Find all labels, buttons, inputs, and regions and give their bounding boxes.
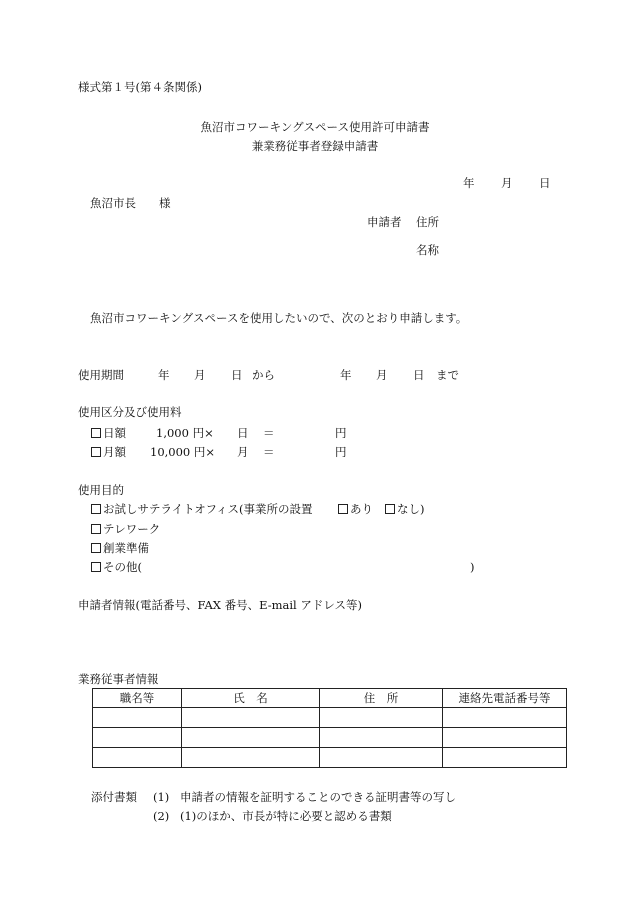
table-cell[interactable] [93,728,182,748]
daily-unit: 日 [237,426,249,440]
attachment-1-number: (1) [153,790,170,804]
attachment-2-text: (1)のほか、市長が特に必要と認める書類 [180,809,392,823]
checkbox-icon [91,543,101,553]
applicant-name-label: 名称 [416,243,439,257]
table-cell[interactable] [182,748,320,768]
attachments-label: 添付書類 [91,790,137,804]
purpose-other-checkbox[interactable] [91,562,142,574]
purpose-other-label: その他( [103,560,142,574]
column-header: 氏 名 [182,689,320,708]
period-from: から [252,368,275,382]
column-header: 住 所 [320,689,443,708]
table-cell[interactable] [320,708,443,728]
date-year: 年 [463,176,475,190]
period-label: 使用期間 [78,368,124,382]
purpose-yes-checkbox[interactable] [338,504,373,516]
monthly-unit: 月 [237,445,249,459]
purpose-trial-label: お試しサテライトオフィス(事業所の設置 [103,502,313,516]
table-cell[interactable] [182,708,320,728]
attachment-2-number: (2) [153,809,170,823]
period-to-month: 月 [376,368,388,382]
applicant-address-label: 住所 [416,215,439,229]
period-to-day: 日 [413,368,425,382]
period-to-year: 年 [340,368,352,382]
purpose-trial-checkbox[interactable] [91,504,313,516]
monthly-label: 月額 [103,445,126,459]
purpose-other-close: ) [470,560,475,574]
purpose-yes-label: あり [350,502,373,516]
daily-label: 日額 [103,426,126,440]
table-cell[interactable] [93,748,182,768]
purpose-startup-checkbox[interactable] [91,543,149,555]
period-until: まで [436,368,459,382]
checkbox-icon [91,447,101,457]
document-subtitle: 兼業務従事者登録申請書 [251,139,379,153]
period-from-day: 日 [231,368,243,382]
staff-heading: 業務従事者情報 [78,672,159,686]
daily-equals: ＝ [263,426,275,440]
checkbox-icon [385,504,395,514]
table-cell[interactable] [320,748,443,768]
checkbox-icon [91,524,101,534]
purpose-no-checkbox[interactable] [385,504,425,516]
purpose-telework-checkbox[interactable] [91,524,160,536]
purpose-startup-label: 創業準備 [103,541,149,555]
monthly-equals: ＝ [263,445,275,459]
checkbox-icon [91,562,101,572]
monthly-checkbox[interactable] [91,447,126,459]
column-header: 職名等 [93,689,182,708]
table-cell[interactable] [443,708,567,728]
purpose-telework-label: テレワーク [103,522,161,536]
table-cell[interactable] [443,748,567,768]
period-from-month: 月 [194,368,206,382]
period-from-year: 年 [158,368,170,382]
checkbox-icon [338,504,348,514]
applicant-label: 申請者 [367,215,402,229]
purpose-heading: 使用目的 [78,483,124,497]
staff-table [92,688,567,768]
checkbox-icon [91,504,101,514]
applicant-info-label: 申請者情報(電話番号、FAX 番号、E-mail アドレス等) [78,598,363,612]
monthly-yen: 円 [335,445,347,459]
intro-text: 魚沼市コワーキングスペースを使用したいので、次のとおり申請します。 [90,311,468,325]
staff-table-header [93,689,567,708]
checkbox-icon [91,428,101,438]
table-row [93,728,567,748]
column-header: 連絡先電話番号等 [443,689,567,708]
table-row [93,708,567,728]
form-number: 様式第１号(第４条関係) [78,80,202,94]
table-cell[interactable] [443,728,567,748]
date-month: 月 [501,176,513,190]
daily-checkbox[interactable] [91,428,126,440]
table-cell[interactable] [320,728,443,748]
daily-yen: 円 [335,426,347,440]
attachment-1-text: 申請者の情報を証明することのできる証明書等の写し [180,790,456,804]
table-row [93,748,567,768]
usage-type-heading: 使用区分及び使用料 [78,405,182,419]
document-title: 魚沼市コワーキングスペース使用許可申請書 [200,120,430,134]
table-cell[interactable] [182,728,320,748]
purpose-no-label: なし) [397,502,425,516]
addressee: 魚沼市長 様 [90,196,171,210]
table-cell[interactable] [93,708,182,728]
daily-amount: 1,000 円× [156,426,214,440]
monthly-amount: 10,000 円× [150,445,216,459]
date-day: 日 [539,176,551,190]
